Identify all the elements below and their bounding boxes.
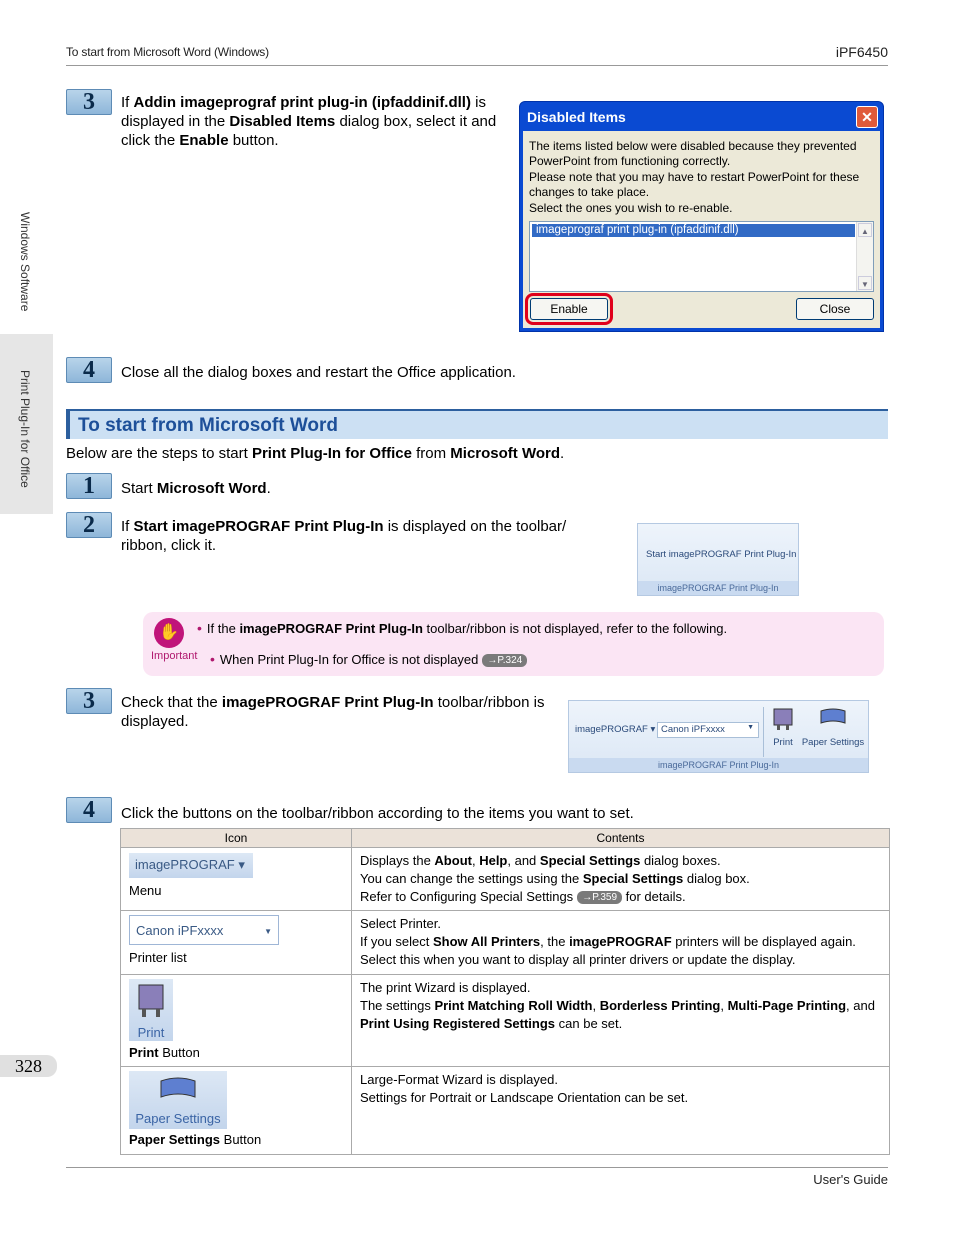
important-bullet: • When Print Plug-In for Office is not displayed →P.324 <box>210 651 527 667</box>
step-text: If Start imagePROGRAF Print Plug-In is displayed on the toolbar/ ribbon, click it. <box>121 518 567 554</box>
step-number: 1 <box>66 473 112 499</box>
paper-roll-icon <box>158 1075 198 1105</box>
dialog-title: Disabled Items <box>527 109 626 125</box>
printer-list-icon: Canon iPFxxxx ▼ <box>129 915 279 945</box>
important-bullet: • If the imagePROGRAF Print Plug-In toolbar/ribbon is not displayed, refer to the following. <box>197 620 728 636</box>
table-row <box>121 975 890 1067</box>
step-number: 3 <box>66 89 112 115</box>
hand-stop-icon: ✋ <box>154 618 184 648</box>
ribbon-plugin-toolbar <box>568 700 869 773</box>
imageprograf-menu[interactable]: imagePROGRAF ▾ <box>575 724 656 735</box>
model-name: iPF6450 <box>835 44 888 60</box>
chevron-down-icon: ▼ <box>747 724 754 731</box>
paper-settings-button-icon: Paper Settings <box>129 1071 227 1129</box>
paper-roll-icon <box>819 707 847 729</box>
printer-icon <box>133 981 169 1019</box>
side-tab-windows-software[interactable] <box>0 190 53 330</box>
ribbon-group-label: imagePROGRAF Print Plug-In <box>569 758 868 772</box>
icon-label: Print Button <box>129 1045 200 1060</box>
step-number: 2 <box>66 512 112 538</box>
icon-label: Menu <box>129 883 162 898</box>
ribbon-start-group <box>637 523 799 596</box>
step-number: 4 <box>66 797 112 823</box>
enable-button[interactable]: Enable <box>530 298 608 320</box>
imageprograf-menu-icon: imagePROGRAF ▾ <box>129 853 253 878</box>
icon-cell <box>121 975 352 1067</box>
important-note <box>143 612 884 676</box>
step-text: Close all the dialog boxes and restart the Office application. <box>121 364 516 381</box>
table-header-row <box>121 829 890 848</box>
section-heading <box>66 409 888 439</box>
dialog-message: The items listed below were disabled because they prevented PowerPoint from functioning correctly. <box>529 139 857 168</box>
ribbon-separator <box>763 707 764 757</box>
header-rule <box>66 65 888 66</box>
page-reference-link[interactable]: →P.324 <box>482 654 527 667</box>
page-reference-link[interactable]: →P.359 <box>577 891 622 904</box>
side-tab-label: Windows Software <box>18 212 32 312</box>
table-row <box>121 848 890 911</box>
step-text: Check that the imagePROGRAF Print Plug-In toolbar/ribbon is displayed. <box>121 694 545 730</box>
chevron-down-icon: ▼ <box>264 927 272 936</box>
close-icon[interactable]: ✕ <box>856 106 878 128</box>
chevron-up-icon[interactable]: ▲ <box>858 223 872 237</box>
column-header: Contents <box>352 829 890 848</box>
close-button[interactable]: Close <box>796 298 874 320</box>
ribbon-group-label: imagePROGRAF Print Plug-In <box>638 581 798 595</box>
step-number: 4 <box>66 357 112 383</box>
scrollbar[interactable] <box>856 222 873 291</box>
icon-contents-table <box>120 828 890 1155</box>
side-tab-print-plugin[interactable] <box>0 334 53 514</box>
step-text: Start Microsoft Word. <box>121 480 271 497</box>
contents-cell: Select Printer. If you select Show All Printers, the imagePROGRAF printers will be displayed again. Select this when you want to display all printer drivers or update the display. <box>352 911 890 975</box>
dialog-message: Select the ones you wish to re-enable. <box>529 201 733 215</box>
intro-text: Below are the steps to start Print Plug-In for Office from Microsoft Word. <box>66 445 565 462</box>
icon-label: Printer list <box>129 950 187 965</box>
disabled-items-list[interactable] <box>529 221 874 292</box>
icon-cell <box>121 911 352 975</box>
icon-label: Paper Settings Button <box>129 1132 262 1147</box>
side-tab-label: Print Plug-In for Office <box>18 370 32 488</box>
contents-cell: The print Wizard is displayed. The settings Print Matching Roll Width, Borderless Printing, Multi-Page Printing, and Print Using Registered Settings can be set. <box>352 975 890 1067</box>
table-row <box>121 911 890 975</box>
start-plugin-button[interactable]: Start imagePROGRAF Print Plug-In <box>646 549 797 560</box>
print-button[interactable]: Print <box>769 707 797 748</box>
step-text: If Addin imageprograf print plug-in (ipfaddinif.dll) is displayed in the Disabled Items dialog box, select it and click the Enable button. <box>121 94 497 149</box>
footer-title: User's Guide <box>813 1172 888 1187</box>
dialog-body <box>523 131 880 328</box>
chevron-down-icon[interactable]: ▼ <box>858 276 872 290</box>
dialog-message: Please note that you may have to restart PowerPoint for these changes to take place. <box>529 170 860 199</box>
step-text: Click the buttons on the toolbar/ribbon according to the items you want to set. <box>121 805 634 822</box>
paper-settings-button[interactable]: Paper Settings <box>801 707 865 748</box>
disabled-items-dialog <box>519 101 884 332</box>
contents-cell: Large-Format Wizard is displayed. Settings for Portrait or Landscape Orientation can be set. <box>352 1067 890 1155</box>
footer-rule <box>66 1167 888 1168</box>
section-title: To start from Microsoft Word <box>78 415 339 436</box>
icon-cell <box>121 848 352 911</box>
contents-cell: Displays the About, Help, and Special Settings dialog boxes. You can change the settings using the Special Settings dialog box. Refer to Configuring Special Settings →P.359 for details. <box>352 848 890 911</box>
column-header: Icon <box>121 829 352 848</box>
icon-cell <box>121 1067 352 1155</box>
printer-select[interactable]: Canon iPFxxxx ▼ <box>657 722 759 738</box>
printer-icon <box>770 707 796 731</box>
list-item[interactable]: imageprograf print plug-in (ipfaddinif.dll) <box>532 224 855 237</box>
important-label: Important <box>151 650 198 662</box>
page-number: 328 <box>0 1055 57 1077</box>
running-header: To start from Microsoft Word (Windows) <box>66 45 269 59</box>
print-button-icon: Print <box>129 979 173 1041</box>
step-number: 3 <box>66 688 112 714</box>
table-row <box>121 1067 890 1155</box>
